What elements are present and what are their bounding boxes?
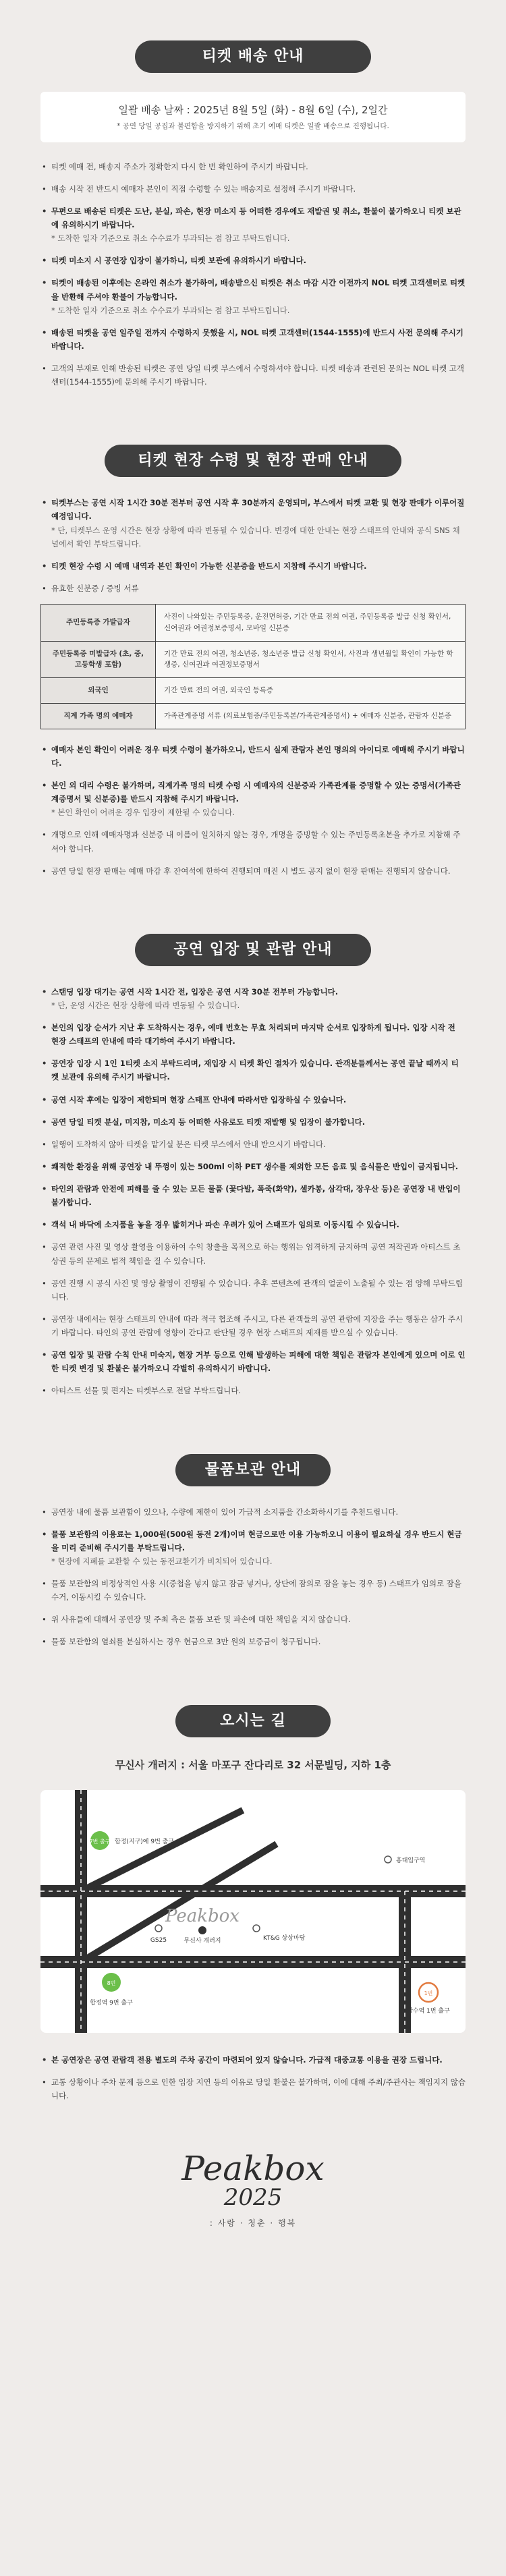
note-text: • 물품 보관함의 열쇠를 분실하시는 경우 현금으로 3만 원의 보증금이 청구됩니다. (51, 1637, 321, 1647)
note-text: • 유효한 신분증 / 증빙 서류 (51, 583, 139, 593)
venue-address: 무신사 개러지 : 서울 마포구 잔다리로 32 서문빌딩, 지하 1층 (115, 1758, 391, 1771)
footer-logo (0, 2111, 506, 2284)
note-item (40, 496, 466, 551)
storage-section (0, 1505, 506, 1649)
note-text: • 공연장 내에서는 현장 스태프의 안내에 따라 적극 협조해 주시고, 다른 관객들의 공연 관람에 지장을 주는 행동은 삼가 주시기 바랍니다. 타인의 공연 관람에 영향이 간다고 판단될 경우 현장 스태프의 제재를 받으실 수 있습니다. (51, 1314, 463, 1338)
svg-text:7번 출구: 7번 출구 (89, 1838, 111, 1845)
note-item (40, 254, 466, 267)
poi-gs25 (150, 1925, 167, 1944)
delivery-date-box (40, 92, 466, 142)
note-text: • 공연 시작 후에는 입장이 제한되며 현장 스태프 안내에 따라서만 입장하실 수 있습니다. (51, 1094, 347, 1104)
id-table-row (41, 641, 466, 678)
directions-notes (40, 2053, 466, 2102)
note-item (40, 1182, 466, 1209)
note-text: • 타인의 관람과 안전에 피해를 줄 수 있는 모든 물품 (꽃다발, 폭죽(화약), 셀카봉, 삼각대, 장우산 등)은 공연장 내 반입이 불가합니다. (51, 1184, 461, 1208)
footer-tagline: : 사랑 · 청춘 · 행복 (209, 2218, 297, 2228)
note-subtext: * 단, 티켓부스 운영 시간은 현장 상황에 따라 변동될 수 있습니다. 변경에 대한 안내는 현장 스태프의 안내와 공식 SNS 채널에서 확인 부탁드립니다. (51, 525, 460, 549)
note-text: • 티켓이 배송된 이후에는 온라인 취소가 불가하여, 배송받으신 티켓은 취소 마감 시간 이전까지 NOL 티켓 고객센터로 티켓을 반환해 주셔야 환불이 가능합니다. (51, 278, 466, 302)
note-item (40, 1138, 466, 1151)
id-table-label: 외국인 (41, 678, 156, 704)
footer-brand: Peakbox (181, 2149, 325, 2189)
id-table-value: 기간 만료 전의 여권, 외국인 등록증 (156, 678, 466, 704)
note-item (40, 1505, 466, 1519)
delivery-date-line: 일괄 배송 날짜 : 2025년 8월 5일 (화) - 8월 6일 (수), 2일간 (118, 104, 388, 116)
note-subtext: * 도착한 일자 기준으로 취소 수수료가 부과되는 점 참고 부탁드립니다. (51, 305, 290, 315)
onsite-notes-top (40, 496, 466, 595)
note-item (40, 1348, 466, 1375)
note-item (40, 1021, 466, 1048)
note-text: • 예매자 본인 확인이 어려운 경우 티켓 수령이 불가하오니, 반드시 실제 관람자 본인 명의의 아이디로 예매해 주시기 바랍니다. (51, 744, 465, 768)
note-text: • 본 공연장은 공연 관람객 전용 별도의 주차 공간이 마련되어 있지 않습니다. 가급적 대중교통 이용을 권장 드립니다. (51, 2054, 443, 2065)
note-text: • 티켓부스는 공연 시작 1시간 30분 전부터 공연 시작 후 30분까지 운영되며, 부스에서 티켓 교환 및 현장 판매가 이루어질 예정입니다. (51, 498, 465, 522)
id-table-label: 주민등록증 미발급자 (초, 중, 고등학생 포함) (41, 641, 156, 678)
entry-section (0, 985, 506, 1398)
delivery-section (0, 92, 506, 389)
id-table-label: 직계 가족 명의 예매자 (41, 703, 156, 729)
id-table-value: 가족관계증명 서류 (의료보험증/주민등록본/가족관계증명서) + 예매자 신분증, 관람자 신분증 (156, 703, 466, 729)
note-item (40, 779, 466, 819)
note-text: • 공연 입장 및 관람 수칙 안내 미숙지, 현장 거부 등으로 인해 발생하는 피해에 대한 책임은 관람자 본인에게 있으며 이로 인한 티켓 변경 및 환불은 불가하오니 각별히 유의하시기 바랍니다. (51, 1350, 466, 1374)
note-item (40, 1577, 466, 1604)
svg-text:무신사 개러지: 무신사 개러지 (184, 1937, 221, 1944)
note-text: • 공연 진행 시 공식 사진 및 영상 촬영이 진행될 수 있습니다. 추후 콘텐츠에 관객의 얼굴이 노출될 수 있는 점 양해 부탁드립니다. (51, 1278, 463, 1301)
note-text: • 고객의 부재로 인해 반송된 티켓은 공연 당일 티켓 부스에서 수령하셔야 합니다. 티켓 배송과 관련된 문의는 NOL 티켓 고객센터(1544-1555)에 문의해 주시기 바랍니다. (51, 364, 464, 387)
section-title-delivery: 티켓 배송 안내 (135, 40, 371, 73)
note-item (40, 1218, 466, 1231)
note-item (40, 326, 466, 353)
id-table-label: 주민등록증 가발급자 (41, 605, 156, 642)
note-item (40, 1057, 466, 1084)
note-item (40, 864, 466, 878)
note-text: • 쾌적한 환경을 위해 공연장 내 뚜껑이 있는 500ml 이하 PET 생수를 제외한 모든 음료 및 음식물은 반입이 금지됩니다. (51, 1161, 459, 1171)
note-text: • 공연장 내에 물품 보관함이 있으나, 수량에 제한이 있어 가급적 소지품을 간소화하시기를 추천드립니다. (51, 1507, 399, 1517)
note-item (40, 1528, 466, 1568)
note-text: • 공연 관련 사진 및 영상 촬영을 이용하여 수익 창출을 목적으로 하는 행위는 엄격하게 금지하며 공연 저작권과 아티스트 초상권 등의 문제로 법적 책임을 질 수 있습니다. (51, 1242, 461, 1266)
note-text: • 물품 보관함의 이용료는 1,000원(500원 동전 2개)이며 현금으로만 이용 가능하오니 이용이 필요하실 경우 반드시 현금을 미리 준비해 주시기를 부탁드립니다. (51, 1529, 462, 1552)
note-item (40, 743, 466, 770)
note-text: • 본인의 입장 순서가 지난 후 도착하시는 경우, 예매 번호는 무효 처리되며 마지막 순서로 입장하게 됩니다. 입장 시작 전 현장 스태프의 안내에 따라 대기하여 주시기 바랍니다. (51, 1023, 455, 1046)
svg-text:8번: 8번 (107, 1980, 116, 1986)
onsite-section (0, 496, 506, 878)
note-text: • 위 사유들에 대해서 공연장 및 주최 측은 물품 보관 및 파손에 대한 책임을 지지 않습니다. (51, 1615, 351, 1625)
note-text: • 배송 시작 전 반드시 예매자 본인이 직접 수령할 수 있는 배송지로 설정해 주시기 바랍니다. (51, 184, 356, 194)
footer-year: 2025 (223, 2184, 283, 2212)
section-title-directions: 오시는 길 (175, 1705, 331, 1737)
note-text: • 교통 상황이나 주차 문제 등으로 인한 입장 지연 등의 이유로 당일 환불은 불가하며, 이에 대해 주최/주관사는 책임지지 않습니다. (51, 2077, 466, 2101)
road-diagonal-2 (81, 1844, 277, 1962)
id-document-table (40, 604, 466, 729)
location-map (40, 1790, 466, 2033)
note-item (40, 828, 466, 855)
svg-text:상수역 1번 출구: 상수역 1번 출구 (407, 2007, 450, 2015)
svg-text:홍대입구역: 홍대입구역 (396, 1857, 426, 1864)
note-item (40, 182, 466, 196)
note-text: • 아티스트 선물 및 편지는 티켓부스로 전달 부탁드립니다. (51, 1386, 242, 1396)
exit-marker-bottom-left (90, 1973, 133, 2007)
note-text: • 티켓 미소지 시 공연장 입장이 불가하니, 티켓 보관에 유의하시기 바랍니다. (51, 256, 307, 266)
svg-text:Peakbox: Peakbox (165, 1905, 240, 1926)
note-text: • 객석 내 바닥에 소지품을 놓을 경우 밟히거나 파손 우려가 있어 스태프가 임의로 이동시킬 수 있습니다. (51, 1220, 399, 1230)
onsite-notes-bottom (40, 743, 466, 878)
note-item (40, 2075, 466, 2102)
note-text: • 개명으로 인해 예매자명과 신분증 내 이름이 일치하지 않는 경우, 개명을 증빙할 수 있는 주민등록초본을 추가로 지참해 주셔야 합니다. (51, 830, 461, 853)
poi-kt (253, 1925, 306, 1942)
note-text: • 일행이 도착하지 않아 티켓을 맡기실 분은 티켓 부스에서 안내 받으시기 바랍니다. (51, 1139, 326, 1149)
note-text: • 무편으로 배송된 티켓은 도난, 분실, 파손, 현장 미소지 등 어떠한 경우에도 재발권 및 취소, 환불이 불가하오니 티켓 보관에 유의하시기 바랍니다. (51, 206, 461, 229)
note-item (40, 1115, 466, 1129)
directions-section (0, 2053, 506, 2102)
note-text: • 공연 당일 현장 판매는 예매 마감 후 잔여석에 한하여 진행되며 매진 시 별도 공지 없이 현장 판매는 진행되지 않습니다. (51, 866, 451, 876)
note-text: • 티켓 예매 전, 배송지 주소가 정확한지 다시 한 번 확인하여 주시기 바랍니다. (51, 161, 308, 171)
svg-text:1번: 1번 (424, 1990, 433, 1996)
exit-marker-right-top (385, 1856, 425, 1864)
note-text: • 티켓 현장 수령 시 예매 내역과 본인 확인이 가능한 신분증을 반드시 지참해 주시기 바랍니다. (51, 561, 367, 571)
note-item (40, 1635, 466, 1648)
id-table-value: 기간 만료 전의 여권, 청소년증, 청소년증 발급 신청 확인서, 사진과 생년월일 확인이 가능한 학생증, 신여권과 여권정보증명서 (156, 641, 466, 678)
note-subtext: * 단, 운영 시간은 현장 상황에 따라 변동될 수 있습니다. (51, 1000, 240, 1010)
note-text: • 공연장 입장 시 1인 1티켓 소지 부탁드리며, 재입장 시 티켓 확인 절차가 있습니다. 관객분들께서는 공연 끝날 때까지 티켓 보관에 유의해 주시기 바랍니다. (51, 1059, 459, 1082)
delivery-notes (40, 160, 466, 389)
note-item (40, 559, 466, 573)
svg-text:KT&G 상상마당: KT&G 상상마당 (263, 1934, 306, 1942)
note-item (40, 160, 466, 173)
section-title-entry: 공연 입장 및 관람 안내 (135, 934, 371, 966)
note-text: • 배송된 티켓을 공연 일주일 전까지 수령하지 못했을 시, NOL 티켓 고객센터(1544-1555)에 반드시 사전 문의해 주시기 바랍니다. (51, 327, 463, 351)
note-item (40, 1384, 466, 1397)
note-text: • 물품 보관함의 비정상적인 사용 시(중첩을 넣지 않고 잠금 넣거나, 상단에 잠의로 잠을 놓는 경우 등) 스태프가 임의로 잠을 수거, 이동시킬 수 있습니다. (51, 1579, 461, 1602)
section-title-onsite: 티켓 현장 수령 및 현장 판매 안내 (105, 445, 401, 477)
section-title-storage: 물품보관 안내 (175, 1454, 331, 1486)
svg-text:합정(지구)에 9번 출구: 합정(지구)에 9번 출구 (115, 1838, 175, 1845)
note-item (40, 1277, 466, 1304)
note-item (40, 2053, 466, 2067)
note-item (40, 1160, 466, 1173)
note-subtext: * 본인 확인이 어려운 경우 입장이 제한될 수 있습니다. (51, 808, 235, 818)
svg-text:합정역 9번 출구: 합정역 9번 출구 (90, 1999, 133, 2007)
note-text: • 본인 외 대리 수령은 불가하며, 직계가족 명의 티켓 수령 시 예매자의 신분증과 가족관계를 증명할 수 있는 증명서(가족관계증명서 및 신분증)를 반드시 지참해 주시기 바랍니다. (51, 781, 461, 804)
delivery-date-note: * 공연 당일 공집과 불편함을 방지하기 위해 초기 예매 티켓은 일괄 배송으로 진행됩니다. (117, 122, 389, 131)
storage-notes (40, 1505, 466, 1649)
entry-notes (40, 985, 466, 1398)
id-table-row (41, 678, 466, 704)
poi-venue (165, 1906, 240, 1944)
note-item (40, 1240, 466, 1267)
note-subtext: * 도착한 일자 기준으로 취소 수수료가 부과되는 점 참고 부탁드립니다. (51, 233, 290, 244)
id-table-row (41, 703, 466, 729)
note-item (40, 1312, 466, 1339)
note-item (40, 362, 466, 389)
note-item (40, 204, 466, 245)
note-item (40, 1613, 466, 1626)
id-table-value: 사진이 나와있는 주민등록증, 운전면허증, 기간 만료 전의 여권, 주민등록증 발급 신청 확인서, 신여권과 여권정보증명서, 모바일 신분증 (156, 605, 466, 642)
note-item (40, 985, 466, 1012)
note-text: • 공연 당일 티켓 분실, 미지참, 미소지 등 어떠한 사유로도 티켓 재발행 및 입장이 불가합니다. (51, 1117, 366, 1127)
note-item (40, 1093, 466, 1107)
note-item (40, 582, 466, 595)
note-subtext: * 현장에 지폐를 교환할 수 있는 동전교환기가 비치되어 있습니다. (51, 1556, 273, 1566)
svg-text:GS25: GS25 (150, 1936, 167, 1944)
id-table-row (41, 605, 466, 642)
note-text: • 스탠딩 입장 대기는 공연 시작 1시간 전, 입장은 공연 시작 30분 전부터 가능합니다. (51, 986, 339, 997)
exit-marker-bottom-right (407, 1983, 450, 2015)
note-item (40, 276, 466, 316)
